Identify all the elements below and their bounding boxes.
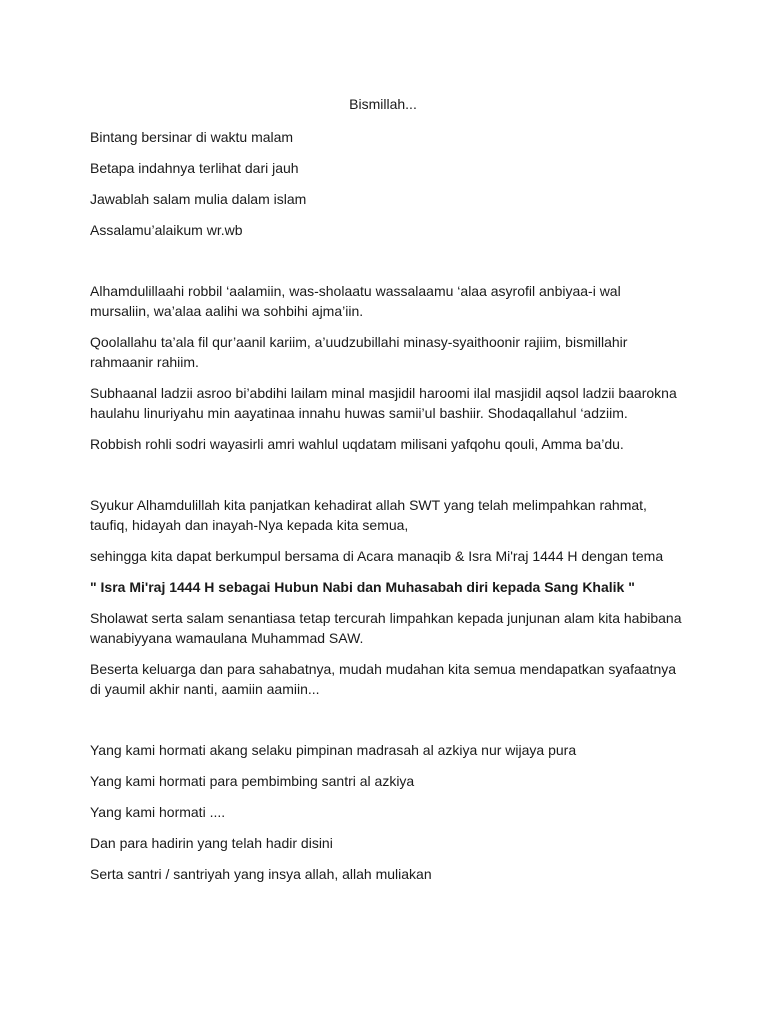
opening-paragraph: [90, 383, 690, 423]
greeting-line: Bintang bersinar di waktu malam: [90, 129, 294, 145]
event-paragraph: sehingga kita dapat berkumpul bersama di Acara manaqib & Isra Mi'raj 1444 H dengan tema: [90, 548, 664, 564]
paragraph-line: taufiq, hidayah dan inayah-Nya kepada kita semua,: [90, 517, 409, 533]
event-theme: " Isra Mi'raj 1444 H sebagai Hubun Nabi dan Muhasabah diri kepada Sang Khalik ": [90, 579, 635, 595]
paragraph-line: rahmaanir rahiim.: [90, 354, 199, 370]
sholawat-paragraph: [90, 608, 690, 648]
greeting-line: Jawablah salam mulia dalam islam: [90, 191, 307, 207]
paragraph-line: di yaumil akhir nanti, aamiin aamiin...: [90, 681, 320, 697]
paragraph-line: Sholawat serta salam senantiasa tetap tercurah limpahkan kepada junjunan alam kita habibana: [90, 610, 682, 626]
paragraph-gap: [90, 465, 690, 495]
paragraph-gap: [90, 710, 690, 740]
paragraph-line: Robbish rohli sodri wayasirli amri wahlul uqdatam milisani yafqohu qouli, Amma ba’du.: [90, 436, 624, 452]
gratitude-paragraph: [90, 495, 690, 535]
paragraph-line: haulahu linuriyahu min aayatinaa innahu huwas samii’ul bashiir. Shodaqallahul ‘adziim.: [90, 405, 628, 421]
opening-paragraph: [90, 434, 690, 454]
honorific-line: Yang kami hormati para pembimbing santri al azkiya: [90, 773, 415, 789]
paragraph-line: Alhamdulillaahi robbil ‘aalamiin, was-sholaatu wassalaamu ‘alaa asyrofil anbiyaa-i wal: [90, 283, 621, 299]
paragraph-line: Beserta keluarga dan para sahabatnya, mudah mudahan kita semua mendapatkan syafaatnya: [90, 661, 677, 677]
opening-paragraph: [90, 332, 690, 372]
paragraph-line: Syukur Alhamdulillah kita panjatkan kehadirat allah SWT yang telah melimpahkan rahmat,: [90, 497, 647, 513]
paragraph-line: wanabiyyana wamaulana Muhammad SAW.: [90, 630, 364, 646]
document-title: Bismillah...: [349, 96, 417, 112]
paragraph-line: mursaliin, wa’alaa aalihi wa sohbihi ajma’iin.: [90, 303, 364, 319]
paragraph-line: Subhaanal ladzii asroo bi’abdihi lailam minal masjidil haroomi ilal masjidil aqsol ladzii baarokna: [90, 385, 677, 401]
paragraph-gap: [90, 251, 690, 281]
greeting-line: Betapa indahnya terlihat dari jauh: [90, 160, 299, 176]
paragraph-line: Qoolallahu ta’ala fil qur’aanil kariim, a’uudzubillahi minasy-syaithoonir rajiim, bismillahir: [90, 334, 628, 350]
honorific-line: Serta santri / santriyah yang insya allah, allah muliakan: [90, 866, 432, 882]
greeting-line: Assalamu’alaikum wr.wb: [90, 222, 243, 238]
prayer-paragraph: [90, 659, 690, 699]
honorific-line: Dan para hadirin yang telah hadir disini: [90, 835, 333, 851]
honorific-line: Yang kami hormati ....: [90, 804, 226, 820]
opening-paragraph: [90, 281, 690, 321]
honorific-line: Yang kami hormati akang selaku pimpinan madrasah al azkiya nur wijaya pura: [90, 742, 577, 758]
document-body: [90, 94, 690, 895]
